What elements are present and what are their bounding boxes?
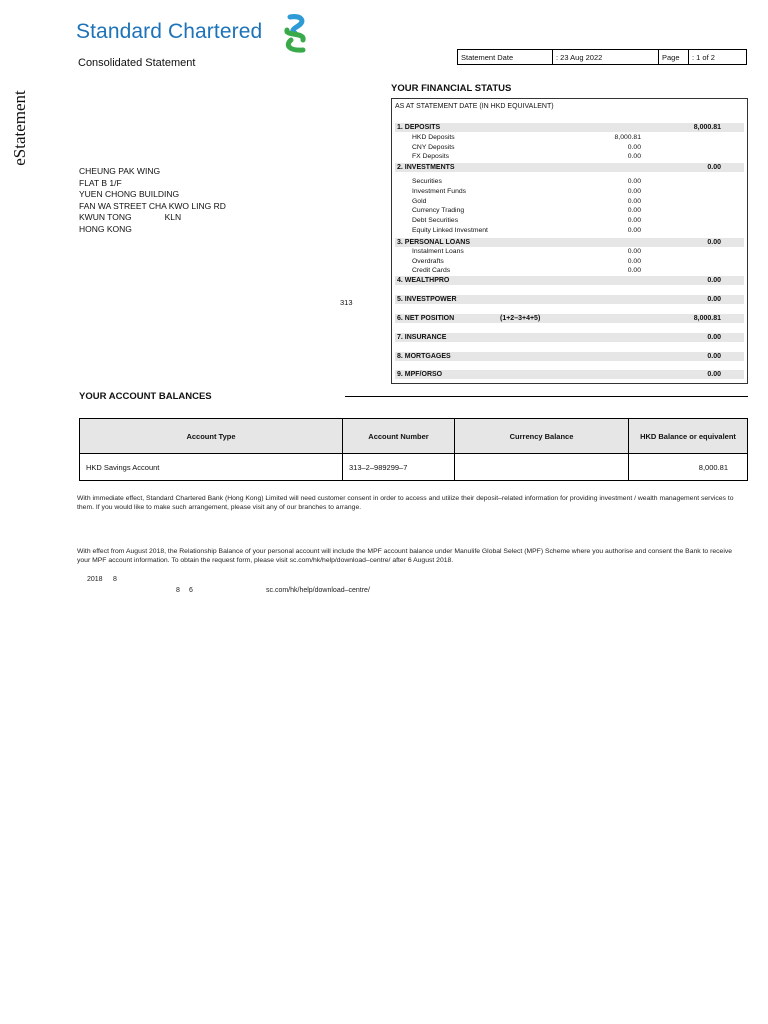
account-number-cell: 313–2–989299–7 xyxy=(343,454,455,480)
section-label: 4. WEALTHPRO xyxy=(397,277,450,284)
zh-year: 2018 xyxy=(87,576,103,583)
line-item-label: Debt Securities xyxy=(412,217,459,224)
section-personal-loans xyxy=(395,238,744,247)
zh-day: 6 xyxy=(189,587,193,594)
header-account-number: Account Number xyxy=(343,419,455,453)
section-label: 6. NET POSITION xyxy=(397,315,455,322)
line-item-label: CNY Deposits xyxy=(412,144,455,151)
line-item xyxy=(395,152,744,161)
account-balances-table xyxy=(79,418,748,481)
section-amount: 0.00 xyxy=(707,371,721,378)
header-account-type: Account Type xyxy=(80,419,343,453)
standard-chartered-logo-icon xyxy=(281,14,311,54)
line-item-label: FX Deposits xyxy=(412,153,450,160)
section-amount: 0.00 xyxy=(707,353,721,360)
line-item-label: Overdrafts xyxy=(412,258,444,265)
address-line: CHEUNG PAK WING xyxy=(79,166,161,176)
financial-status-title: YOUR FINANCIAL STATUS xyxy=(391,83,512,94)
section-amount: 8,000.81 xyxy=(693,124,721,131)
line-item xyxy=(395,257,744,266)
line-item xyxy=(395,266,744,275)
section-label: 2. INVESTMENTS xyxy=(397,164,455,171)
branch-code: 313 xyxy=(340,298,353,307)
section-amount: 0.00 xyxy=(707,239,721,246)
statement-date-label: Statement Date xyxy=(458,50,553,64)
section-investpower xyxy=(395,295,744,304)
table-header xyxy=(80,419,747,454)
mpf-notice: With effect from August 2018, the Relationship Balance of your personal account will include the MPF account balance under Manulife Global Select (MPF) Scheme where you authorise and consent the Bank to receive your MPF account information. To obtain the request form, please visit sc.com/hk/help/download–centre/ after 6 August 2018. xyxy=(77,548,733,565)
section-amount: 0.00 xyxy=(707,277,721,284)
financial-status-box xyxy=(391,98,748,384)
line-item-amount: 0.00 xyxy=(627,267,641,274)
line-item xyxy=(395,226,744,235)
net-position-formula: (1+2–3+4+5) xyxy=(500,315,541,322)
line-item-amount: 0.00 xyxy=(627,248,641,255)
line-item-label: Gold xyxy=(412,198,427,205)
section-label: 1. DEPOSITS xyxy=(397,124,441,131)
line-item xyxy=(395,143,744,152)
section-label: 7. INSURANCE xyxy=(397,334,447,341)
section-investments xyxy=(395,163,744,172)
customer-address xyxy=(79,166,226,236)
section-label: 5. INVESTPOWER xyxy=(397,296,457,303)
line-item xyxy=(395,177,744,186)
account-balances-title: YOUR ACCOUNT BALANCES xyxy=(79,391,212,402)
as-of-note: AS AT STATEMENT DATE (IN HKD EQUIVALENT) xyxy=(395,103,554,110)
section-deposits xyxy=(395,123,744,132)
line-item xyxy=(395,197,744,206)
line-item-label: Equity Linked Investment xyxy=(412,227,488,234)
line-item-label: Credit Cards xyxy=(412,267,451,274)
address-line: YUEN CHONG BUILDING xyxy=(79,189,180,200)
line-item-amount: 0.00 xyxy=(627,227,641,234)
line-item-label: Securities xyxy=(412,178,442,185)
page-value: : 1 of 2 xyxy=(692,52,715,62)
line-item-label: Currency Trading xyxy=(412,207,465,214)
line-item xyxy=(395,247,744,256)
download-centre-link[interactable]: sc.com/hk/help/download–centre/ xyxy=(266,587,370,594)
address-line: FAN WA STREET CHA KWO LING RD xyxy=(79,200,226,211)
section-label: 3. PERSONAL LOANS xyxy=(397,239,470,246)
line-item xyxy=(395,187,744,196)
zh-month: 8 xyxy=(113,576,117,583)
line-item-amount: 0.00 xyxy=(627,217,641,224)
statement-subtitle: Consolidated Statement xyxy=(78,57,196,69)
address-line: KWUN TONG KLN xyxy=(79,212,182,223)
section-amount: 0.00 xyxy=(707,296,721,303)
line-item xyxy=(395,216,744,225)
section-amount: 0.00 xyxy=(707,334,721,341)
estatement-side-label: eStatement xyxy=(10,90,29,166)
page-label: Page xyxy=(659,50,689,64)
section-amount: 0.00 xyxy=(707,164,721,171)
line-item xyxy=(395,206,744,215)
line-item-amount: 8,000.81 xyxy=(614,134,641,141)
header-currency-balance: Currency Balance xyxy=(455,419,629,453)
line-item-amount: 0.00 xyxy=(627,188,641,195)
header-hkd-balance: HKD Balance or equivalent xyxy=(640,431,736,441)
currency-balance-cell xyxy=(455,454,629,480)
hkd-balance-cell: 8,000.81 xyxy=(698,462,728,472)
section-amount: 8,000.81 xyxy=(693,315,721,322)
address-line: FLAT B 1/F xyxy=(79,177,122,188)
section-wealthpro xyxy=(395,276,744,285)
line-item-amount: 0.00 xyxy=(627,207,641,214)
line-item-label: Instalment Loans xyxy=(412,248,464,255)
line-item-amount: 0.00 xyxy=(627,144,641,151)
line-item-amount: 0.00 xyxy=(627,258,641,265)
section-divider xyxy=(345,396,748,397)
zh-day-month: 8 xyxy=(176,587,180,594)
line-item xyxy=(395,133,744,142)
line-item-label: HKD Deposits xyxy=(412,134,455,141)
line-item-amount: 0.00 xyxy=(627,178,641,185)
section-label: 8. MORTGAGES xyxy=(397,353,451,360)
section-mortgages xyxy=(395,352,744,361)
consent-notice: With immediate effect, Standard Chartered Bank (Hong Kong) Limited will need customer consent in order to access and utilize their deposit–related information for providing investment / wealth management services to them. If you would like to make such arrangement, please visit any of our branches to arrange. xyxy=(77,495,734,512)
statement-info-box xyxy=(457,49,747,65)
account-type-cell: HKD Savings Account xyxy=(80,454,343,480)
line-item-amount: 0.00 xyxy=(627,198,641,205)
section-net-position xyxy=(395,314,744,323)
section-label: 9. MPF/ORSO xyxy=(397,371,443,378)
section-insurance xyxy=(395,333,744,342)
address-line: HONG KONG xyxy=(79,223,132,234)
brand-name: Standard Chartered xyxy=(76,20,263,43)
statement-date-value: : 23 Aug 2022 xyxy=(553,50,659,64)
table-row xyxy=(80,454,747,480)
line-item-label: Investment Funds xyxy=(412,188,467,195)
line-item-amount: 0.00 xyxy=(627,153,641,160)
section-mpf-orso xyxy=(395,370,744,379)
